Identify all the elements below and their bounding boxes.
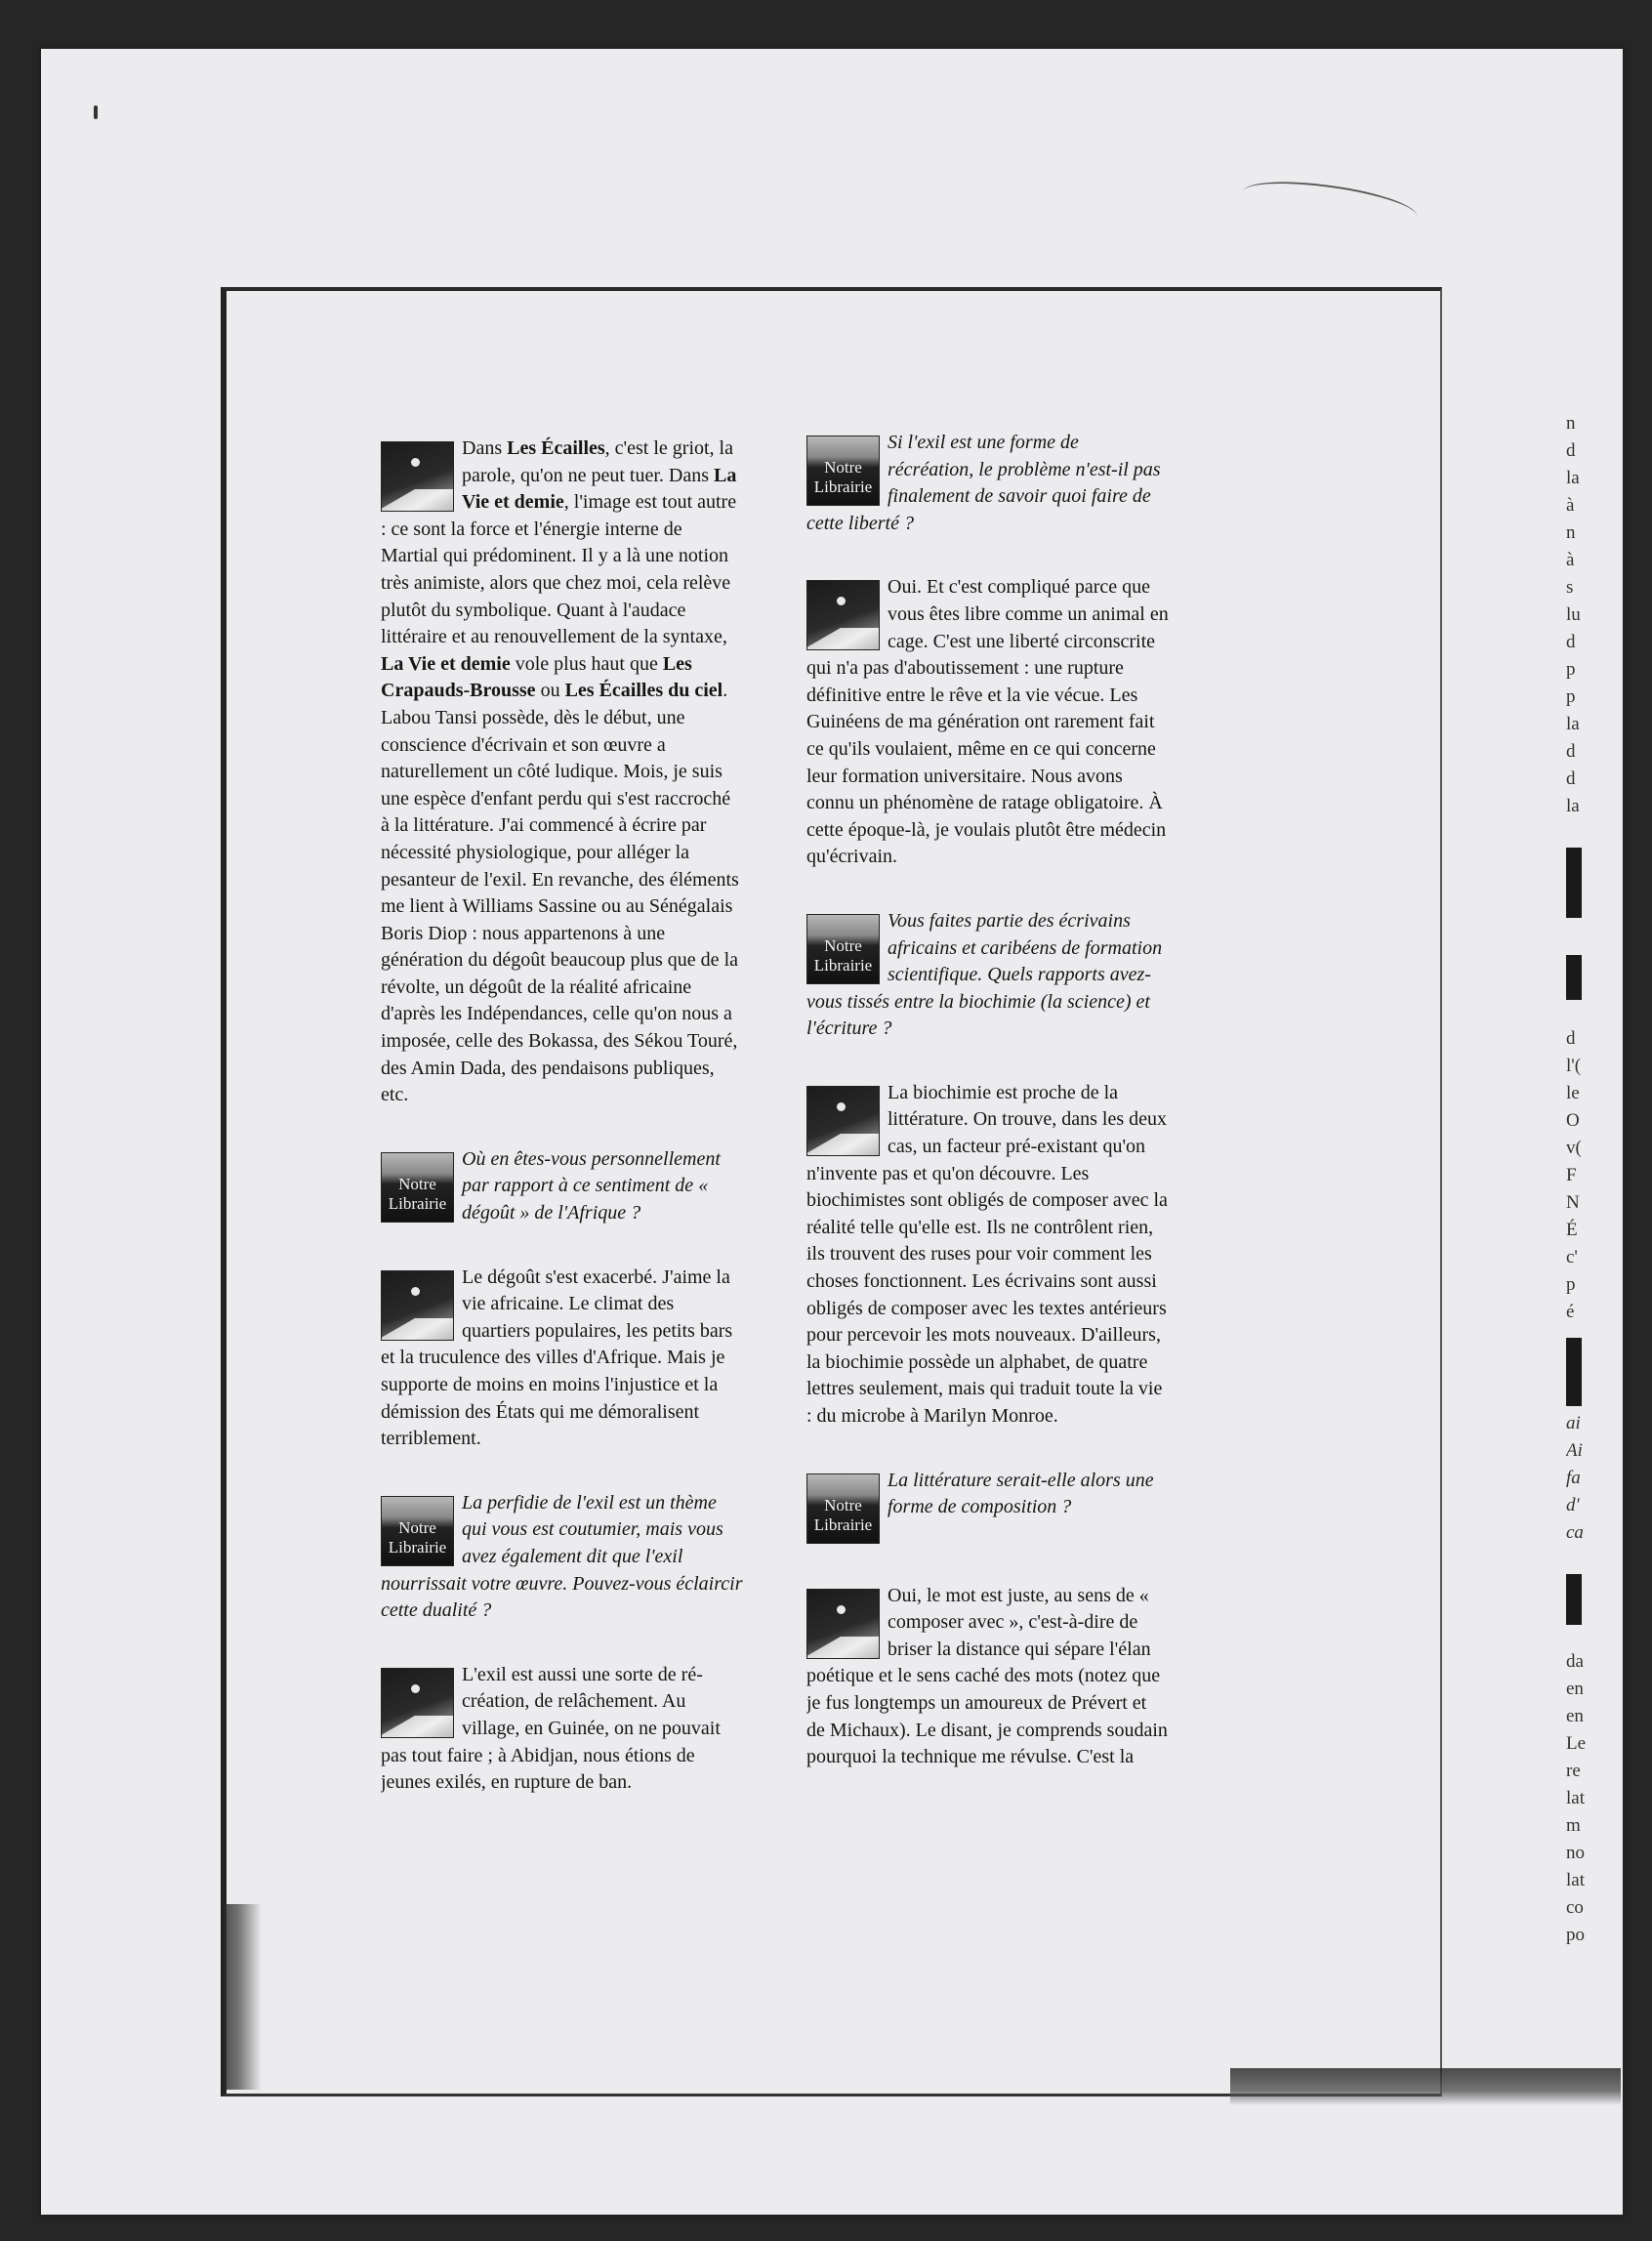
next-page-logo-tab <box>1566 1338 1582 1406</box>
question-text: Si l'exil est une forme de récréation, le problème n'est-il pas finalement de savoir quoi faire de cette liberté ? <box>806 432 1161 534</box>
answer-run: Oui, le mot est juste, au sens de « composer avec », c'est-à-dire de briser la distance qui sépare l'élan poétique et le sens caché des mots (notez que je fus longtemps un amoureux de Prévert et de Michaux). Le disant, je comprends soudain pourquoi la technique me révulse. C'est la <box>806 1584 1168 1768</box>
question-text: La littérature serait-elle alors une forme de composition ? <box>888 1469 1154 1518</box>
notre-librairie-logo-icon <box>806 1473 880 1544</box>
author-photo-icon <box>806 580 880 650</box>
edge-fragment: ai <box>1566 1413 1581 1433</box>
answer-run: , l'image est tout autre : ce sont la force et l'énergie interne de Martial qui prédominent. Il y a là une notion très animiste, alors que chez moi, cela relève plutôt du symbolique. Quant à l'audace littéraire et au renouvellement de la syntaxe, <box>381 491 737 648</box>
logo-text: Librairie <box>813 1515 873 1534</box>
author-photo-icon <box>381 441 454 512</box>
answer-run: La biochimie est proche de la littérature. On trouve, dans les deux cas, un facteur pré-existant qu'on n'invente pas et qu'on découvre. Les biochimistes sont obligés de composer avec la réalité telle qu'elle est. Ils ne contrôlent rien, ils trouvent des ruses pour voir comment les choses fonctionnent. Les écrivains sont aussi obligés de composer avec les textes antérieurs pour percevoir les mots nouveaux. D'ailleurs, la biochimie possède un alphabet, de quatre lettres seulement, mais qui traduit toute la vie : du microbe à Marilyn Monroe. <box>806 1081 1168 1427</box>
interview-question <box>381 1146 744 1227</box>
edge-fragment: re <box>1566 1761 1581 1781</box>
interview-question <box>806 430 1170 537</box>
edge-fragment: n <box>1566 413 1576 434</box>
edge-fragment: N <box>1566 1192 1580 1213</box>
logo-text: Notre <box>824 935 862 955</box>
notre-librairie-logo-icon <box>381 1496 454 1566</box>
notre-librairie-logo-icon <box>381 1152 454 1223</box>
next-page-photo-tab <box>1566 955 1582 1000</box>
edge-fragment: la <box>1566 468 1580 488</box>
edge-fragment: v( <box>1566 1138 1582 1158</box>
edge-fragment: d <box>1566 768 1576 789</box>
edge-fragment: co <box>1566 1897 1584 1918</box>
edge-fragment: c' <box>1566 1247 1578 1267</box>
edge-fragment: p <box>1566 659 1576 680</box>
edge-fragment: p <box>1566 686 1576 707</box>
answer-text <box>381 436 744 1109</box>
edge-fragment: po <box>1566 1925 1585 1945</box>
edge-fragment: F <box>1566 1165 1577 1185</box>
right-text-column <box>806 430 1170 1808</box>
answer-run: ou <box>535 680 565 702</box>
logo-text: Notre <box>398 1517 436 1537</box>
author-photo-icon <box>806 1086 880 1156</box>
logo-text: Notre <box>824 458 862 477</box>
book-title: La Vie et demie <box>462 464 737 514</box>
interview-answer <box>381 1265 744 1453</box>
answer-run: Oui. Et c'est compliqué parce que vous êtes libre comme un animal en cage. C'est une liberté circonscrite qui n'a pas d'aboutissement : une rupture définitive entre le rêve et la vie vécue. Les Guinéens de ma génération ont rarement fait ce qu'ils voulaient, même en ce qui concerne leur formation universitaire. Nous avons connu un phénomène de ratage obligatoire. À cette époque-là, je voulais plutôt être médecin qu'écrivain. <box>806 576 1169 868</box>
answer-run: , c'est le griot, la parole, qu'on ne peut tuer. Dans <box>462 437 733 486</box>
edge-fragment: s <box>1566 577 1574 598</box>
answer-run: Le dégoût s'est exacerbé. J'aime la vie africaine. Le climat des quartiers populaires, les petits bars et la truculence des villes d'Afrique. Mais je supporte de moins en moins l'injustice et la démission des États qui me démoralisent terriblement. <box>381 1266 733 1450</box>
question-text: La perfidie de l'exil est un thème qui vous est coutumier, mais vous avez également dit que l'exil nourrissait votre œuvre. Pouvez-vous éclaircir cette dualité ? <box>381 1491 743 1622</box>
book-title: Les Écailles du ciel <box>564 680 723 702</box>
edge-fragment: en <box>1566 1679 1584 1699</box>
question-text: Vous faites partie des écrivains africains et caribéens de formation scientifique. Quels rapports avez-vous tissés entre la biochimie (la science) et l'écriture ? <box>806 909 1163 1040</box>
author-photo-icon <box>806 1589 880 1659</box>
edge-fragment: Le <box>1566 1733 1587 1754</box>
edge-fragment: la <box>1566 714 1580 734</box>
paper-mark <box>94 105 98 119</box>
answer-run: vole plus haut que <box>510 652 663 675</box>
book-title: Les Écailles <box>507 437 605 459</box>
edge-fragment: m <box>1566 1815 1581 1836</box>
edge-fragment: d <box>1566 741 1576 762</box>
edge-fragment: lat <box>1566 1870 1585 1890</box>
edge-fragment: ca <box>1566 1522 1584 1543</box>
logo-text: Librairie <box>813 955 873 975</box>
edge-fragment: d' <box>1566 1495 1580 1515</box>
next-page-logo-tab <box>1566 848 1582 918</box>
next-page-edge-text-italic <box>1566 1410 1605 1547</box>
edge-fragment: le <box>1566 1083 1580 1103</box>
logo-text: Librairie <box>388 1537 447 1556</box>
edge-fragment: à <box>1566 550 1575 570</box>
edge-fragment: Ai <box>1566 1440 1583 1461</box>
left-text-column <box>381 436 744 1834</box>
edge-fragment: à <box>1566 495 1575 516</box>
edge-fragment: n <box>1566 522 1576 543</box>
edge-fragment: l'( <box>1566 1056 1582 1076</box>
interview-question <box>381 1490 744 1625</box>
next-page-photo-tab <box>1566 1574 1582 1625</box>
book-title: La Vie et demie <box>381 652 511 675</box>
interview-answer <box>381 1662 744 1797</box>
edge-fragment: d <box>1566 440 1576 461</box>
question-text: Où en êtes-vous personnellement par rapport à ce sentiment de « dégoût » de l'Afrique ? <box>462 1147 721 1224</box>
edge-fragment: no <box>1566 1843 1585 1863</box>
edge-fragment: da <box>1566 1651 1584 1672</box>
answer-run: L'exil est aussi une sorte de ré-création, de relâchement. Au village, en Guinée, on ne pouvait pas tout faire ; à Abidjan, nous étions de jeunes exilés, en rupture de ban. <box>381 1663 721 1794</box>
author-photo-icon <box>381 1270 454 1341</box>
interview-answer <box>806 1583 1170 1771</box>
page-bottom-shadow <box>1230 2068 1621 2105</box>
author-photo-icon <box>381 1668 454 1738</box>
edge-fragment: É <box>1566 1220 1578 1240</box>
edge-fragment: fa <box>1566 1468 1581 1488</box>
interview-question <box>806 1468 1170 1546</box>
edge-fragment: p <box>1566 1274 1576 1295</box>
edge-fragment: d <box>1566 632 1576 652</box>
next-page-edge-text-bottom <box>1566 1648 1605 1949</box>
interview-answer <box>806 574 1170 871</box>
edge-fragment: en <box>1566 1706 1584 1726</box>
notre-librairie-logo-icon <box>806 436 880 506</box>
logo-text: Librairie <box>388 1193 447 1213</box>
book-title: Les Crapauds-Brousse <box>381 652 692 702</box>
logo-text: Notre <box>398 1174 436 1193</box>
interview-question <box>806 908 1170 1043</box>
answer-run: Dans <box>462 437 508 459</box>
next-page-edge-text-top <box>1566 410 1605 820</box>
edge-fragment: O <box>1566 1110 1580 1131</box>
edge-fragment: lat <box>1566 1788 1585 1808</box>
logo-text: Librairie <box>813 477 873 496</box>
edge-fragment: d <box>1566 1028 1576 1049</box>
interview-answer <box>381 436 744 1109</box>
page-edge-shadow <box>223 1904 262 2090</box>
next-page-edge-text-middle <box>1566 1025 1605 1326</box>
answer-run: . Labou Tansi possède, dès le début, une conscience d'écrivain et son œuvre a naturellement un côté ludique. Mois, je suis une espèce d'enfant perdu qui s'est raccroché à la littérature. J'ai commencé à écrire par nécessité physiologique, pour alléger la pesanteur de l'exil. En revanche, des éléments me lient à Williams Sassine ou au Sénégalais Boris Diop : nous appartenons à une génération du dégoût beaucoup plus que de la révolte, un dégoût de la réalité africaine d'après les Indépendances, celle qu'on nous a imposée, celle des Bokassa, des Sékou Touré, des Amin Dada, des pendaisons publiques, etc. <box>381 680 739 1106</box>
interview-answer <box>806 1080 1170 1431</box>
edge-fragment: é <box>1566 1302 1575 1322</box>
edge-fragment: lu <box>1566 604 1581 625</box>
notre-librairie-logo-icon <box>806 914 880 984</box>
edge-fragment: la <box>1566 796 1580 816</box>
logo-text: Notre <box>824 1495 862 1515</box>
